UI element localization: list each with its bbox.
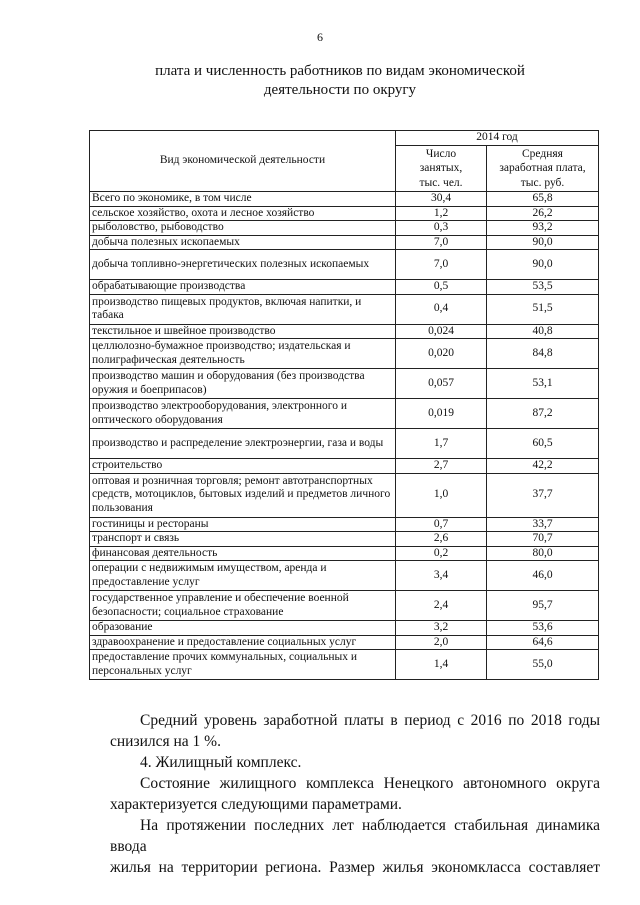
table-row [90, 650, 599, 680]
row-activity: оптовая и розничная торговля; ремонт автотранспортных средств, мотоциклов, бытовых изделий и предметов личного пользования [90, 473, 396, 517]
header-employed [396, 146, 487, 192]
row-employed: 0,3 [396, 221, 487, 236]
header-employed-line: занятых, [419, 162, 463, 175]
paragraph-salary-line-2: снизился на 1 %. [110, 733, 221, 750]
row-employed: 1,4 [396, 650, 487, 680]
row-employed: 1,0 [396, 473, 487, 517]
row-activity: целлюлозно-бумажное производство; издательская и полиграфическая деятельность [90, 339, 396, 369]
row-salary: 64,6 [487, 635, 599, 650]
page-number: 6 [317, 30, 323, 44]
header-activity: Вид экономической деятельности [90, 131, 396, 192]
header-salary-line: заработная плата, [499, 162, 586, 175]
row-employed: 7,0 [396, 250, 487, 280]
body-text [110, 710, 600, 878]
row-salary: 40,8 [487, 324, 599, 339]
row-employed: 2,4 [396, 591, 487, 621]
row-activity: добыча топливно-энергетических полезных ископаемых [90, 250, 396, 280]
paragraph-dynamics-line-2: жилья на территории региона. Размер жилья экономкласса составляет [110, 859, 600, 876]
row-salary: 90,0 [487, 235, 599, 250]
row-employed: 1,7 [396, 429, 487, 459]
row-activity: предоставление прочих коммунальных, социальных и персональных услуг [90, 650, 396, 680]
table-row [90, 532, 599, 547]
title-line-1: плата и численность работников по видам экономической [155, 63, 525, 79]
row-salary: 93,2 [487, 221, 599, 236]
paragraph-salary-line-1: Средний уровень заработной платы в период с 2016 по 2018 годы [140, 712, 600, 729]
row-employed: 2,6 [396, 532, 487, 547]
row-employed: 0,024 [396, 324, 487, 339]
table-row [90, 621, 599, 636]
row-activity: обрабатывающие производства [90, 280, 396, 295]
row-employed: 0,057 [396, 369, 487, 399]
table-row [90, 473, 599, 517]
row-activity: гостиницы и рестораны [90, 517, 396, 532]
table-row [90, 429, 599, 459]
header-employed-line: Число [425, 147, 457, 160]
row-salary: 65,8 [487, 192, 599, 207]
row-employed: 2,0 [396, 635, 487, 650]
header-employed-line: тыс. чел. [419, 176, 463, 189]
row-activity: строительство [90, 459, 396, 474]
header-salary [487, 146, 599, 192]
row-salary: 37,7 [487, 473, 599, 517]
table-row [90, 192, 599, 207]
table-row [90, 324, 599, 339]
row-salary: 90,0 [487, 250, 599, 280]
row-salary: 80,0 [487, 546, 599, 561]
table-row [90, 235, 599, 250]
table-row [90, 221, 599, 236]
table-row [90, 250, 599, 280]
table-row [90, 546, 599, 561]
table-header-row-1 [90, 131, 599, 146]
row-salary: 51,5 [487, 294, 599, 324]
row-salary: 53,6 [487, 621, 599, 636]
row-employed: 0,7 [396, 517, 487, 532]
row-activity: государственное управление и обеспечение военной безопасности; социальное страхование [90, 591, 396, 621]
row-salary: 53,5 [487, 280, 599, 295]
row-salary: 55,0 [487, 650, 599, 680]
section-heading-housing: 4. Жилищный комплекс. [140, 754, 302, 771]
row-salary: 95,7 [487, 591, 599, 621]
table-row [90, 517, 599, 532]
paragraph-dynamics-line-1: На протяжении последних лет наблюдается стабильная динамика ввода [110, 817, 600, 855]
header-salary-line: Средняя [522, 147, 563, 160]
row-salary: 70,7 [487, 532, 599, 547]
document-title [90, 62, 590, 100]
table-row [90, 206, 599, 221]
row-employed: 0,020 [396, 339, 487, 369]
row-salary: 87,2 [487, 399, 599, 429]
table-row [90, 591, 599, 621]
row-employed: 0,4 [396, 294, 487, 324]
paragraph-housing-line-2: характеризуется следующими параметрами. [110, 796, 402, 813]
row-activity: финансовая деятельность [90, 546, 396, 561]
table-row [90, 635, 599, 650]
row-employed: 2,7 [396, 459, 487, 474]
row-activity: операции с недвижимым имуществом, аренда и предоставление услуг [90, 561, 396, 591]
row-activity: транспорт и связь [90, 532, 396, 547]
row-activity: производство и распределение электроэнергии, газа и воды [90, 429, 396, 459]
row-employed: 0,5 [396, 280, 487, 295]
table-row [90, 280, 599, 295]
table-row [90, 369, 599, 399]
row-salary: 46,0 [487, 561, 599, 591]
row-salary: 42,2 [487, 459, 599, 474]
table-row [90, 294, 599, 324]
header-year: 2014 год [396, 131, 599, 146]
row-employed: 0,2 [396, 546, 487, 561]
table-row [90, 339, 599, 369]
row-employed: 3,4 [396, 561, 487, 591]
row-employed: 3,2 [396, 621, 487, 636]
row-activity: производство электрооборудования, электронного и оптического оборудования [90, 399, 396, 429]
header-salary-line: тыс. руб. [520, 176, 565, 189]
row-activity: производство машин и оборудования (без производства оружия и боеприпасов) [90, 369, 396, 399]
row-employed: 7,0 [396, 235, 487, 250]
title-line-2: деятельности по округу [263, 82, 417, 98]
row-employed: 30,4 [396, 192, 487, 207]
table-row [90, 399, 599, 429]
row-activity: текстильное и швейное производство [90, 324, 396, 339]
row-activity: здравоохранение и предоставление социальных услуг [90, 635, 396, 650]
table-row [90, 459, 599, 474]
paragraph-housing-line-1: Состояние жилищного комплекса Ненецкого автономного округа [140, 775, 600, 792]
employment-salary-table [89, 130, 599, 680]
row-activity: сельское хозяйство, охота и лесное хозяйство [90, 206, 396, 221]
row-salary: 84,8 [487, 339, 599, 369]
row-activity: образование [90, 621, 396, 636]
row-salary: 53,1 [487, 369, 599, 399]
table-row [90, 561, 599, 591]
row-employed: 1,2 [396, 206, 487, 221]
row-salary: 26,2 [487, 206, 599, 221]
row-salary: 60,5 [487, 429, 599, 459]
row-activity: рыболовство, рыбоводство [90, 221, 396, 236]
row-activity: производство пищевых продуктов, включая напитки, и табака [90, 294, 396, 324]
row-activity: добыча полезных ископаемых [90, 235, 396, 250]
row-activity: Всего по экономике, в том числе [90, 192, 396, 207]
row-employed: 0,019 [396, 399, 487, 429]
row-salary: 33,7 [487, 517, 599, 532]
